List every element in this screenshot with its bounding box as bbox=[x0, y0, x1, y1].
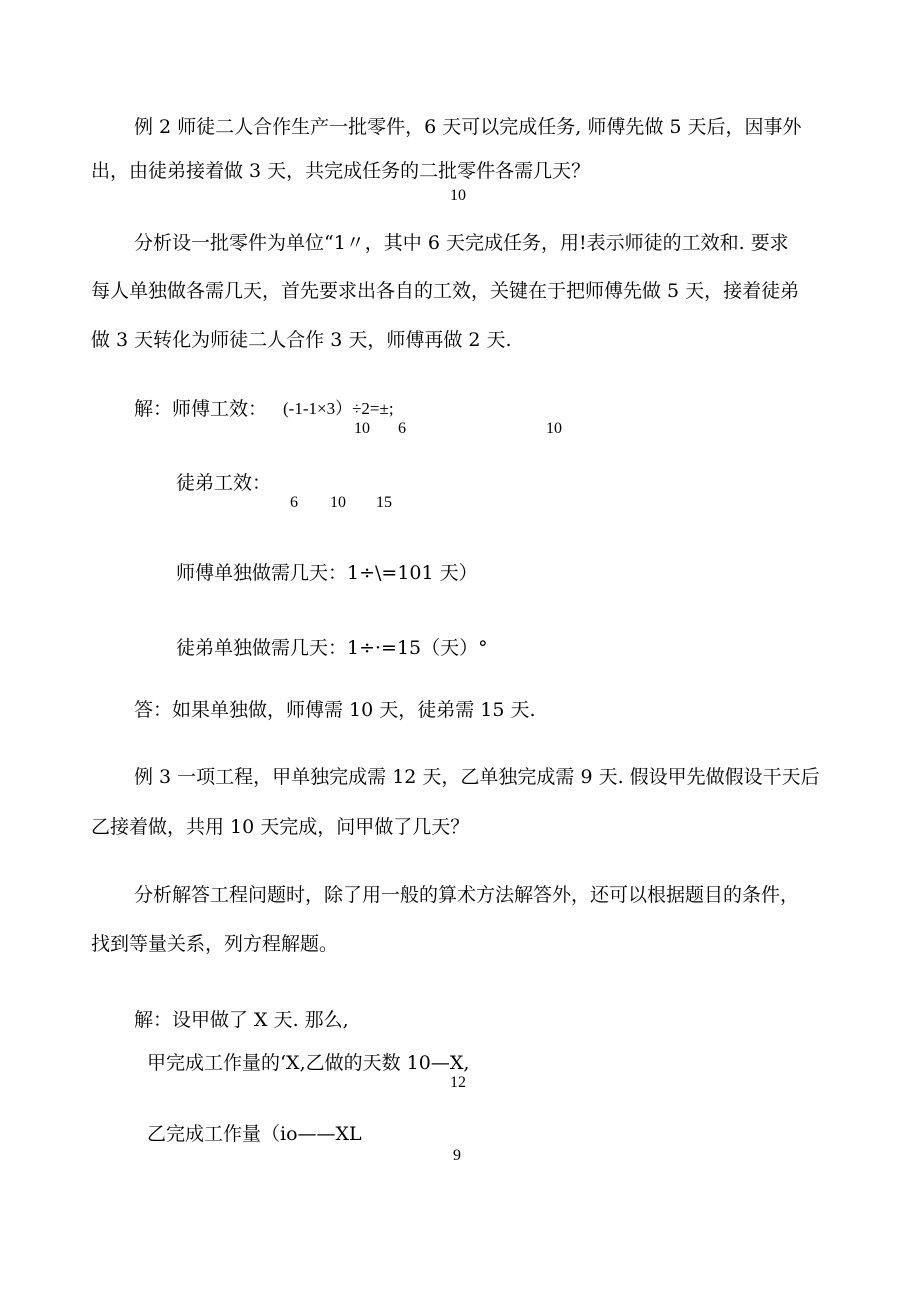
analysis2-line1: 分析设一批零件为单位“1〃，其中 6 天完成任务，用!表示师徒的工效和. 要求 bbox=[134, 232, 789, 254]
analysis3-line1: 分析解答工程问题时，除了用一般的算术方法解答外，还可以根据题目的条件， bbox=[134, 884, 800, 906]
analysis3-line2: 找到等量关系，列方程解题。 bbox=[91, 933, 339, 955]
fraction-denominator: 10 bbox=[450, 187, 466, 204]
fraction-denominator: 10 bbox=[330, 494, 346, 511]
apprentice-alone-days: 徒弟单独做需几天：1÷·=15（天）° bbox=[176, 637, 488, 659]
analysis2-line2: 每人单独做各需几天，首先要求出各自的工效，关键在于把师傅先做 5 天，接着徒弟 bbox=[91, 280, 800, 302]
fraction-denominator: 9 bbox=[453, 1147, 461, 1164]
fraction-denominator: 6 bbox=[398, 420, 406, 437]
analysis2-line3: 做 3 天转化为师徒二人合作 3 天，师傅再做 2 天. bbox=[91, 329, 512, 351]
example2-line2: 出，由徒弟接着做 3 天，共完成任务的二批零件各需几天？ bbox=[91, 160, 591, 182]
example3-line2: 乙接着做，共用 10 天完成，问甲做了几天？ bbox=[91, 816, 470, 838]
jia-work-amount: 甲完成工作量的‘X,乙做的天数 10—X, bbox=[147, 1052, 470, 1074]
fraction-denominator: 6 bbox=[290, 494, 298, 511]
yi-work-amount: 乙完成工作量（io——XL bbox=[147, 1123, 362, 1145]
fraction-denominator: 15 bbox=[376, 494, 392, 511]
master-efficiency-expression: (-1-1×3）÷2=±; bbox=[283, 399, 394, 418]
master-efficiency-label: 解：师傅工效： bbox=[134, 398, 268, 420]
solution3-line1: 解：设甲做了 X 天. 那么, bbox=[134, 1009, 349, 1031]
master-alone-days: 师傅单独做需几天：1÷\=101 天） bbox=[176, 562, 478, 584]
apprentice-efficiency-label: 徒弟工效： bbox=[176, 472, 272, 494]
fraction-denominator: 10 bbox=[546, 420, 562, 437]
fraction-denominator: 10 bbox=[354, 420, 370, 437]
example3-line1: 例 3 一项工程，甲单独完成需 12 天，乙单独完成需 9 天. 假设甲先做假设干天后 bbox=[134, 766, 820, 788]
fraction-denominator: 12 bbox=[450, 1074, 466, 1091]
answer-line: 答：如果单独做，师傅需 10 天，徒弟需 15 天. bbox=[134, 699, 536, 721]
example2-line1: 例 2 师徒二人合作生产一批零件，6 天可以完成任务, 师傅先做 5 天后，因事外 bbox=[134, 116, 802, 138]
